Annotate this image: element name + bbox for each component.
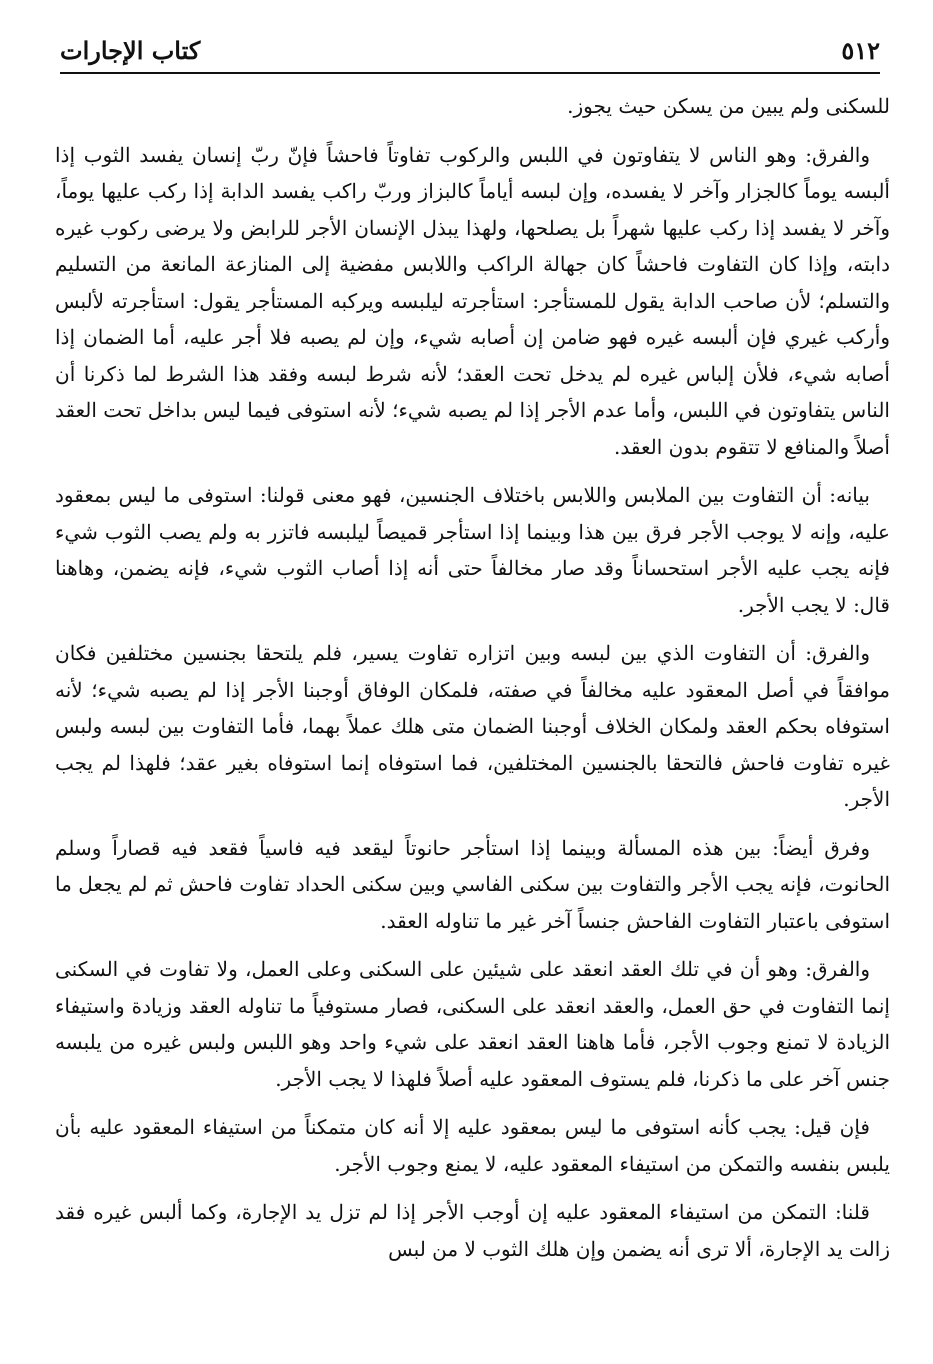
page-body bbox=[55, 88, 890, 1279]
paragraph: والفرق: وهو الناس لا يتفاوتون في اللبس والركوب تفاوتاً فاحشاً فإنّ ربّ إنسان يفسد الثوب إذا ألبسه يوماً كالجزار وآخر لا يفسده، وإن لبسه أياماً كالبزاز وربّ راكب يفسد الدابة إذا ركب عليها يوماً، وآخر لا يفسد إذا ركب عليها شهراً بل يصلحها، ولهذا يبذل الإنسان الأجر للرابض ولا يرضى ركوب غيره دابته، وإذا كان التفاوت فاحشاً كان جهالة الراكب واللابس مفضية إلى المنازعة المانعة من التسليم والتسلم؛ لأن صاحب الدابة يقول للمستأجر: استأجرته ليلبسه ويركبه المستأجر يقول: استأجرته لألبس وأركب غيري فإن ألبسه غيره فهو ضامن إن أصابه شيء، وإن لم يصبه فلا أجر عليه، أما الضمان إذا أصابه شيء، فلأن إلباس غيره لم يدخل تحت العقد؛ لأنه شرط لبسه وفقد هذا الشرط لما ذكرنا أن الناس يتفاوتون في اللبس، وأما عدم الأجر إذا لم يصبه شيء؛ لأنه استوفى فيما ليس بداخل تحت العقد أصلاً والمنافع لا تتقوم بدون العقد. bbox=[55, 142, 890, 459]
paragraph: فإن قيل: يجب كأنه استوفى ما ليس بمعقود عليه إلا أنه كان متمكناً من استيفاء المعقود عليه بأن يلبس بنفسه والتمكن من استيفاء المعقود عليه، لا يمنع وجوب الأجر. bbox=[55, 1115, 890, 1176]
header-divider bbox=[60, 72, 880, 74]
page-number: ٥١٢ bbox=[841, 36, 880, 65]
paragraph: بيانه: أن التفاوت بين الملابس واللابس باختلاف الجنسين، فهو معنى قولنا: استوفى ما ليس بمعقود عليه، وإنه لا يوجب الأجر فرق بين هذا وبينما إذا استأجر قميصاً ليلبسه فاتزر به ولم يصب الثوب شيء فإنه يجب عليه الأجر استحساناً وقد صار مخالفاً حتى أنه إذا أصاب الثوب شيء، فإنه يضمن، وهاهنا قال: لا يجب الأجر. bbox=[55, 483, 890, 617]
paragraph: وفرق أيضاً: بين هذه المسألة وبينما إذا استأجر حانوتاً ليقعد فيه فاسياً فقعد فيه قصاراً وسلم الحانوت، فإنه يجب الأجر والتفاوت بين سكنى الفاسي وبين سكنى الحداد تفاوت فاحش ثم لم يجعل ما استوفى باعتبار التفاوت الفاحش جنساً آخر غير ما تناوله العقد. bbox=[55, 835, 890, 933]
paragraph: والفرق: وهو أن في تلك العقد انعقد على شيئين على السكنى وعلى العمل، ولا تفاوت في السكنى إنما التفاوت في حق العمل، والعقد انعقد على السكنى، فصار مستوفياً ما تناوله العقد وزيادة واستيفاء الزيادة لا تمنع وجوب الأجر، فأما هاهنا العقد انعقد على شيء واحد وهو اللبس ولبس غيره من يلبسه جنس آخر على ما ذكرنا، فلم يستوف المعقود عليه أصلاً فلهذا لا يجب الأجر. bbox=[55, 957, 890, 1091]
paragraph: قلنا: التمكن من استيفاء المعقود عليه إن أوجب الأجر إذا لم تزل يد الإجارة، وكما ألبس غيره فقد زالت يد الإجارة، ألا ترى أنه يضمن وإن هلك الثوب لا من لبس bbox=[55, 1200, 890, 1261]
page-header bbox=[60, 30, 880, 72]
paragraph: للسكنى ولم يبين من يسكن حيث يجوز. bbox=[567, 94, 890, 118]
running-title: كتاب الإجارات bbox=[60, 36, 201, 65]
paragraph: والفرق: أن التفاوت الذي بين لبسه وبين اتزاره تفاوت يسير، فلم يلتحقا بجنسين مختلفين فكان موافقاً في أصل المعقود عليه مخالفاً في صفته، فلمكان الوفاق أوجبنا الأجر إذا لم يصبه شيء؛ لأنه استوفاه بحكم العقد ولمكان الخلاف أوجبنا الضمان متى هلك عملاً بهما، فأما التفاوت بين لبسه ولبس غيره تفاوت فاحش فالتحقا بالجنسين المختلفين، فما استوفاه إنما استوفاه بغير عقد؛ فلهذا لم يجب الأجر. bbox=[55, 641, 890, 811]
